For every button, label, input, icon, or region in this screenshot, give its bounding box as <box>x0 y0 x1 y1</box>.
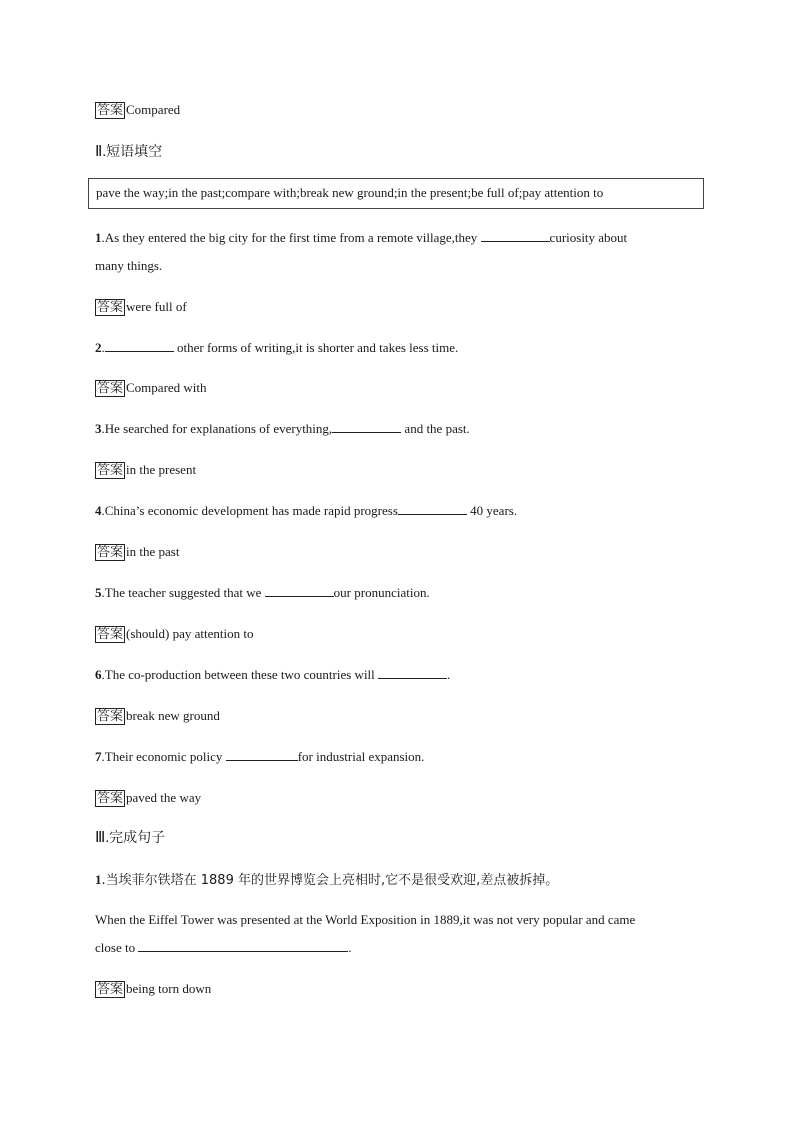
question-3 <box>95 420 470 438</box>
phrase-list: pave the way;in the past;compare with;break new ground;in the present;be full of;pay attention to <box>96 185 604 200</box>
question-text: many things. <box>95 258 163 273</box>
question-text: .The teacher suggested that we <box>101 585 265 600</box>
question-7 <box>95 748 424 766</box>
answer-tag: 答案 <box>97 709 124 724</box>
answer-blank <box>378 666 447 679</box>
sentence-1-english-cont <box>95 939 352 957</box>
question-number: 5 <box>95 585 102 600</box>
answer-text: Compared with <box>126 380 207 395</box>
section-2-numeral: Ⅱ. <box>95 144 107 160</box>
english-text: . <box>348 940 352 955</box>
question-text: for industrial expansion. <box>297 749 425 764</box>
answer-text: (should) pay attention to <box>126 626 254 641</box>
answer-text: paved the way <box>126 790 202 805</box>
question-text: .As they entered the big city for the first time from a remote village,they <box>101 230 481 245</box>
question-text: curiosity about <box>549 230 628 245</box>
answer-tag: 答案 <box>97 982 124 997</box>
answer-line <box>95 298 187 316</box>
answer-line <box>95 789 201 807</box>
question-number: 3 <box>95 421 102 436</box>
answer-line <box>95 543 179 561</box>
question-number: 4 <box>95 503 102 518</box>
english-text: close to <box>95 940 139 955</box>
answer-blank <box>332 420 401 433</box>
answer-line <box>95 379 207 397</box>
phrase-box <box>88 178 704 209</box>
section-2-title: 短语填空 <box>106 144 163 160</box>
question-text: .He searched for explanations of everything, <box>101 421 333 436</box>
answer-line <box>95 980 211 998</box>
answer-tag: 答案 <box>97 300 124 315</box>
answer-text: break new ground <box>126 708 220 723</box>
answer-text: were full of <box>126 299 187 314</box>
answer-blank <box>398 502 467 515</box>
sentence-1-english <box>95 911 635 929</box>
answer-blank <box>265 584 334 597</box>
answer-blank <box>138 939 348 952</box>
question-text: .Their economic policy <box>101 749 226 764</box>
question-text: .The co-production between these two countries will <box>101 667 379 682</box>
answer-tag: 答案 <box>97 627 124 642</box>
english-text: When the Eiffel Tower was presented at the World Exposition in 1889,it was not very popular and came <box>95 912 636 927</box>
answer-line-top <box>95 101 180 119</box>
answer-blank <box>481 229 550 242</box>
question-1-cont <box>95 257 162 275</box>
chinese-prompt: .当埃菲尔铁塔在 1889 年的世界博览会上亮相时,它不是很受欢迎,差点被拆掉。 <box>101 873 559 888</box>
question-number: 2 <box>95 340 102 355</box>
question-number: 6 <box>95 667 102 682</box>
section-3-title: 完成句子 <box>109 830 166 846</box>
question-number: 7 <box>95 749 102 764</box>
question-text: and the past. <box>401 421 470 436</box>
answer-text: being torn down <box>126 981 212 996</box>
question-4 <box>95 502 517 520</box>
answer-line <box>95 707 220 725</box>
answer-text: Compared <box>126 102 181 117</box>
section-3-heading <box>95 829 165 847</box>
answer-tag: 答案 <box>97 103 124 118</box>
question-2 <box>95 339 458 357</box>
section-2-heading <box>95 143 162 161</box>
question-text: . <box>447 667 451 682</box>
answer-blank <box>105 339 174 352</box>
answer-tag: 答案 <box>97 791 124 806</box>
answer-tag: 答案 <box>97 545 124 560</box>
question-6 <box>95 666 450 684</box>
answer-text: in the present <box>126 462 197 477</box>
question-text: . <box>101 340 105 355</box>
question-number: 1 <box>95 872 102 887</box>
question-text: .China’s economic development has made rapid progress <box>101 503 398 518</box>
question-text: other forms of writing,it is shorter and takes less time. <box>173 340 459 355</box>
answer-line <box>95 461 196 479</box>
question-text: our pronunciation. <box>333 585 430 600</box>
question-5 <box>95 584 430 602</box>
answer-tag: 答案 <box>97 463 124 478</box>
answer-tag: 答案 <box>97 381 124 396</box>
sentence-1-chinese <box>95 871 558 890</box>
question-1 <box>95 229 627 247</box>
question-text: 40 years. <box>466 503 518 518</box>
answer-line <box>95 625 253 643</box>
section-3-numeral: Ⅲ. <box>95 830 110 846</box>
question-number: 1 <box>95 230 102 245</box>
answer-blank <box>226 748 298 761</box>
answer-text: in the past <box>126 544 180 559</box>
